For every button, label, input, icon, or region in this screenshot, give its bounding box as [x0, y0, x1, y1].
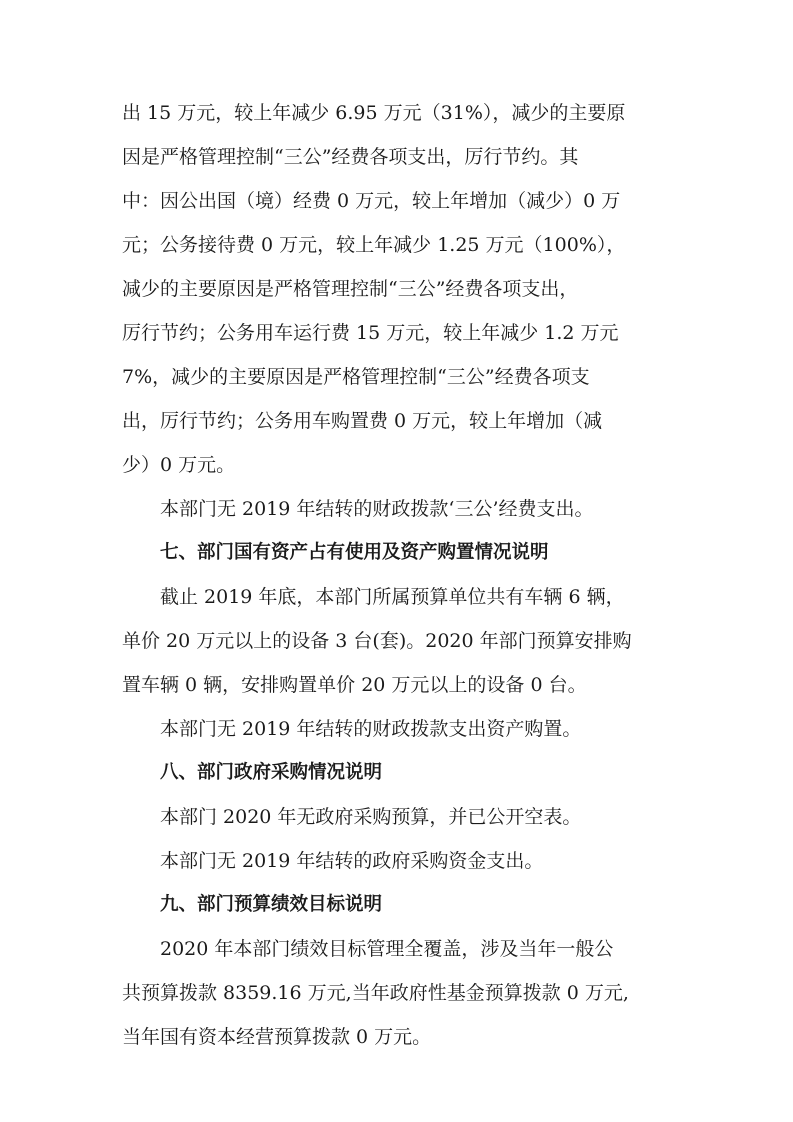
body-text-line: 7%，减少的主要原因是严格管理控制“三公”经费各项支 — [122, 366, 590, 388]
body-paragraph: 本部门无 2019 年结转的财政拨款支出资产购置。 — [160, 718, 582, 740]
body-text-line: 因是严格管理控制“三公”经费各项支出，厉行节约。其 — [122, 146, 579, 168]
body-text-line: 置车辆 0 辆，安排购置单价 20 万元以上的设备 0 台。 — [122, 674, 587, 696]
section-heading: 八、部门政府采购情况说明 — [160, 762, 383, 783]
body-text-line: 出 15 万元，较上年减少 6.95 万元（31%），减少的主要原 — [122, 102, 626, 124]
section-heading: 七、部门国有资产占有使用及资产购置情况说明 — [160, 542, 549, 563]
body-text-line: 减少的主要原因是严格管理控制“三公”经费各项支出， — [122, 278, 579, 300]
body-text-line: 少）0 万元。 — [122, 454, 236, 476]
body-text-line: 2020 年本部门绩效目标管理全覆盖，涉及当年一般公 — [160, 938, 614, 960]
body-text-line: 共预算拨款 8359.16 万元,当年政府性基金预算拨款 0 万元, — [122, 982, 629, 1004]
body-text-line: 出，厉行节约；公务用车购置费 0 万元，较上年增加（减 — [122, 410, 603, 432]
body-paragraph: 本部门 2020 年无政府采购预算，并已公开空表。 — [160, 806, 582, 828]
body-text-line: 元；公务接待费 0 万元，较上年减少 1.25 万元（100%）， — [122, 234, 626, 256]
body-text-line: 截止 2019 年底，本部门所属预算单位共有车辆 6 辆， — [160, 586, 625, 608]
body-paragraph: 本部门无 2019 年结转的财政拨款‘三公’经费支出。 — [160, 498, 594, 520]
section-heading: 九、部门预算绩效目标说明 — [160, 894, 383, 915]
body-paragraph: 本部门无 2019 年结转的政府采购资金支出。 — [160, 850, 544, 872]
body-text-line: 当年国有资本经营预算拨款 0 万元。 — [122, 1026, 432, 1048]
body-text-line: 中：因公出国（境）经费 0 万元，较上年增加（减少）0 万 — [122, 190, 621, 212]
body-text-line: 厉行节约；公务用车运行费 15 万元，较上年减少 1.2 万元 — [122, 322, 619, 344]
body-text-line: 单价 20 万元以上的设备 3 台(套)。2020 年部门预算安排购 — [122, 630, 632, 652]
